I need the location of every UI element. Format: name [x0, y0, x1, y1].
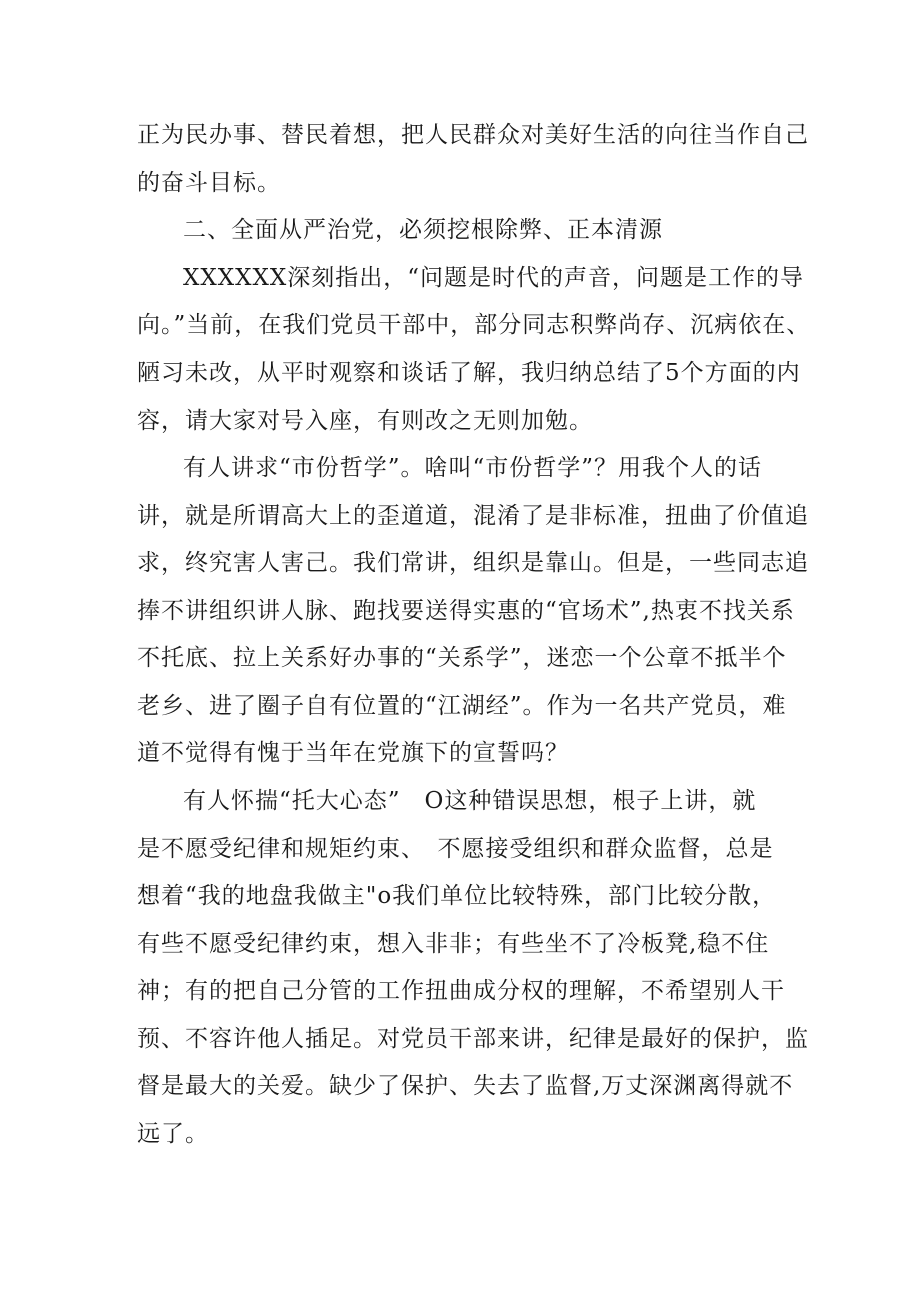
section-heading: 二、全面从严治党，必须挖根除弊、正本清源	[183, 217, 663, 243]
paragraph-line: 是不愿受纪律和规矩约束、 不愿接受组织和群众监督，总是	[137, 836, 774, 862]
paragraph-line: 不托底、拉上关系好办事的“关系学”，迷恋一个公章不抵半个	[137, 645, 787, 671]
paragraph-line: 神；有的把自己分管的工作扭曲成分权的理解，不希望别人干	[137, 978, 785, 1004]
paragraph-line: XXXXXX深刻指出，“问题是时代的声音，问题是工作的导	[183, 265, 805, 291]
paragraph-line: 求，终究害人害己。我们常讲，组织是靠山。但是，一些同志追	[137, 550, 809, 576]
paragraph-line: 讲，就是所谓高大上的歪道道，混淆了是非标准，扭曲了价值追	[137, 503, 809, 529]
paragraph-line: 远了。	[137, 1121, 209, 1147]
paragraph-line: 陋习未改，从平时观察和谈话了解，我归纳总结了5个方面的内	[137, 360, 801, 386]
paragraph-line: 想着“我的地盘我做主"o我们单位比较特殊，部门比较分散，	[137, 883, 777, 909]
paragraph-line: 督是最大的关爱。缺少了保护、失去了监督,万丈深渊离得就不	[137, 1073, 794, 1099]
paragraph-line: 容，请大家对号入座，有则改之无则加勉。	[137, 408, 593, 434]
paragraph-line: 的奋斗目标。	[137, 170, 281, 196]
paragraph-line: 预、不容许他人插足。对党员干部来讲，纪律是最好的保护，监	[137, 1026, 809, 1052]
paragraph-line: 有人怀揣“托大心态” O这种错误思想，根子上讲，就	[183, 788, 757, 814]
paragraph-line: 有人讲求“市份哲学”。啥叫“市份哲学”？用我个人的话	[183, 455, 763, 481]
paragraph-line: 老乡、进了圈子自有位置的“江湖经”。作为一名共产党员，难	[137, 693, 787, 719]
paragraph-line: 有些不愿受纪律约束，想入非非；有些坐不了冷板凳,稳不住	[137, 931, 770, 957]
paragraph-line: 捧不讲组织讲人脉、跑找要送得实惠的“官场术”,热衷不找关系	[137, 598, 795, 624]
paragraph-line: 向。”当前，在我们党员干部中，部分同志积弊尚存、沉病依在、	[137, 312, 811, 338]
paragraph-line: 道不觉得有愧于当年在党旗下的宣誓吗？	[137, 740, 569, 766]
paragraph-line: 正为民办事、替民着想，把人民群众对美好生活的向往当作自己	[137, 122, 809, 148]
